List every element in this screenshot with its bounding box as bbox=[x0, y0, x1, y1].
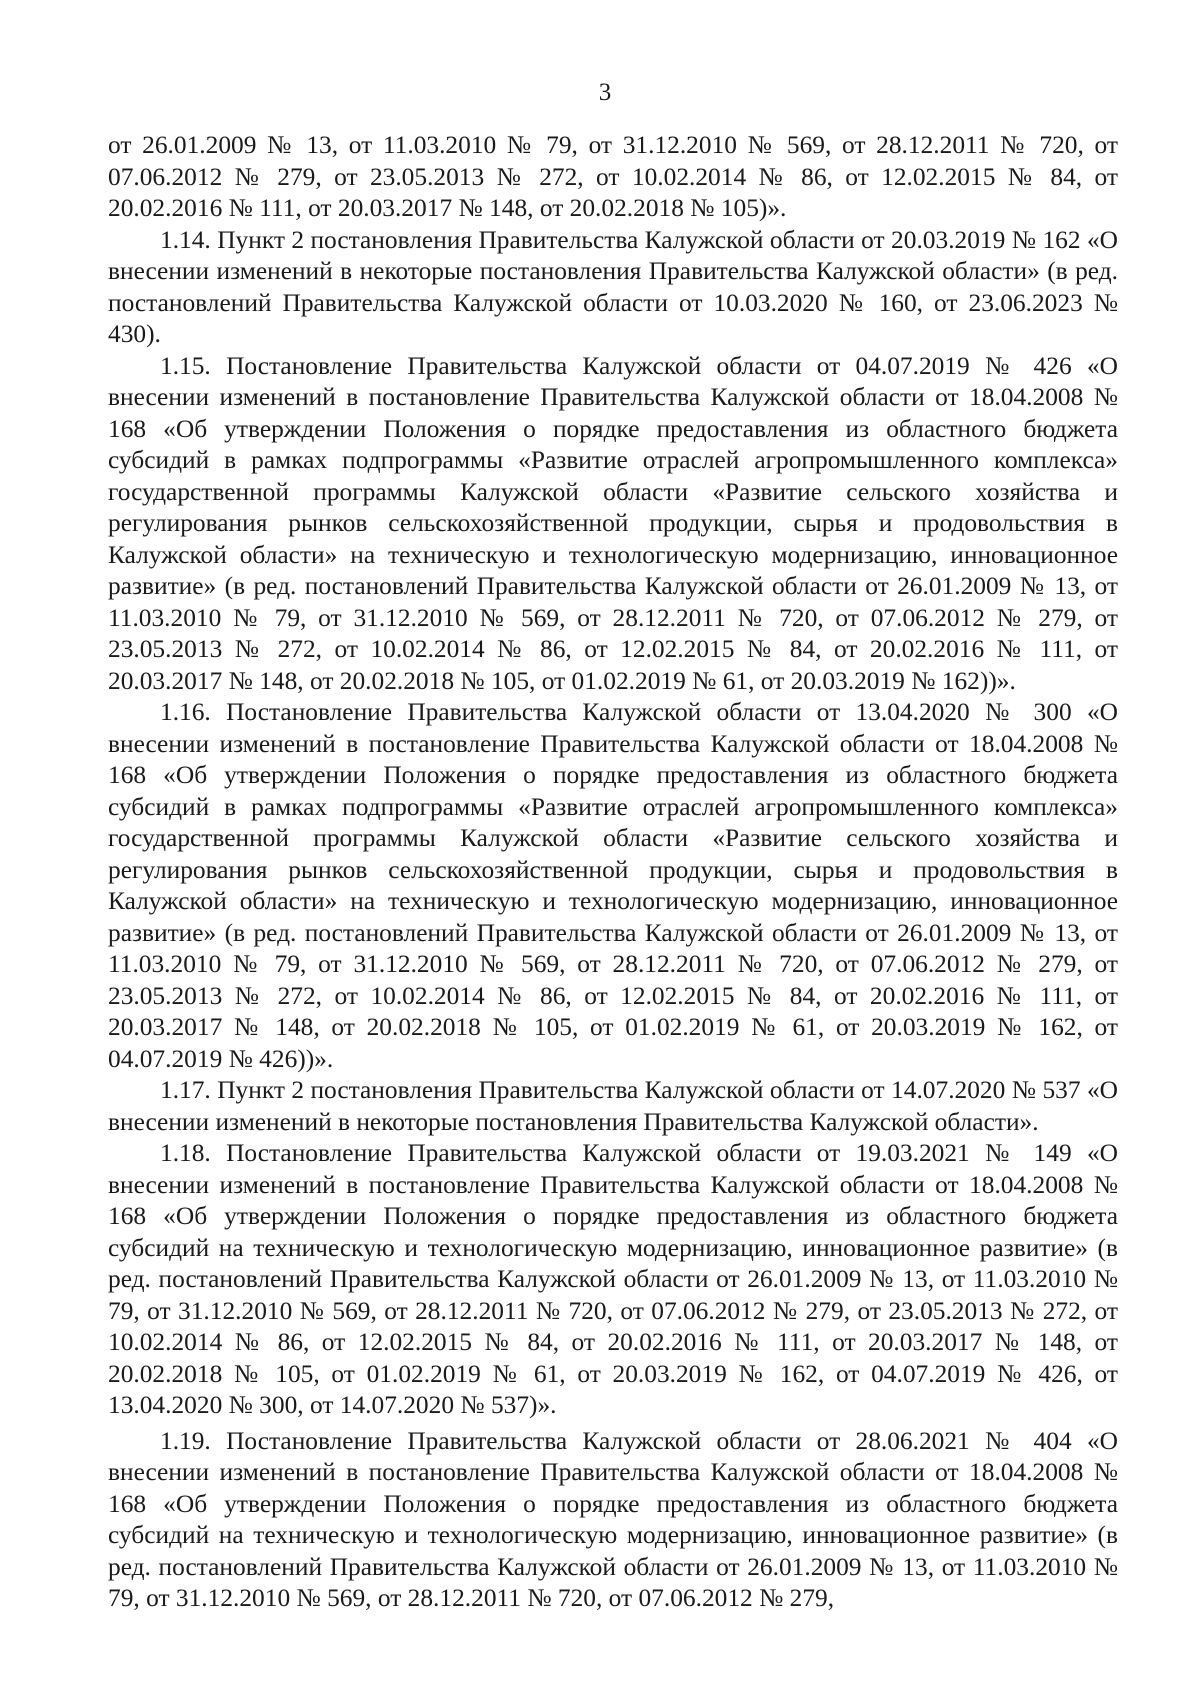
paragraph-item-1-16: 1.16. Постановление Правительства Калужской области от 13.04.2020 № 300 «О внесении изменений в постановление Правительства Калужской области от 18.04.2008 № 168 «Об утверждении Положения о порядке предоставления из областного бюджета субсидий в рамках подпрограммы «Развитие отраслей агропромышленного комплекса» государственной программы Калужской области «Развитие сельского хозяйства и регулирования рынков сельскохозяйственной продукции, сырья и продовольствия в Калужской области» на техническую и технологическую модернизацию, инновационное развитие» (в ред. постановлений Правительства Калужской области от 26.01.2009 № 13, от 11.03.2010 № 79, от 31.12.2010 № 569, от 28.12.2011 № 720, от 07.06.2012 № 279, от 23.05.2013 № 272, от 10.02.2014 № 86, от 12.02.2015 № 84, от 20.02.2016 № 111, от 20.03.2017 № 148, от 20.02.2018 № 105, от 01.02.2019 № 61, от 20.03.2019 № 162, от 04.07.2019 № 426))». bbox=[108, 698, 1118, 1073]
paragraph-continuation: от 26.01.2009 № 13, от 11.03.2010 № 79, от 31.12.2010 № 569, от 28.12.2011 № 720, от 07.06.2012 № 279, от 23.05.2013 № 272, от 10.02.2014 № 86, от 12.02.2015 № 84, от 20.02.2016 № 111, от 20.03.2017 № 148, от 20.02.2018 № 105)». bbox=[108, 131, 1118, 222]
paragraph-item-1-17: 1.17. Пункт 2 постановления Правительства Калужской области от 14.07.2020 № 537 «О внесении изменений в некоторые постановления Правительства Калужской области». bbox=[108, 1076, 1118, 1136]
paragraph-item-1-14: 1.14. Пункт 2 постановления Правительства Калужской области от 20.03.2019 № 162 «О внесении изменений в некоторые постановления Правительства Калужской области» (в ред. постановлений Правительства Калужской области от 10.03.2020 № 160, от 23.06.2023 № 430). bbox=[108, 225, 1118, 348]
document-body bbox=[108, 130, 1118, 1615]
paragraph-item-1-18: 1.18. Постановление Правительства Калужской области от 19.03.2021 № 149 «О внесении изменений в постановление Правительства Калужской области от 18.04.2008 № 168 «Об утверждении Положения о порядке предоставления из областного бюджета субсидий на техническую и технологическую модернизацию, инновационное развитие» (в ред. постановлений Правительства Калужской области от 26.01.2009 № 13, от 11.03.2010 № 79, от 31.12.2010 № 569, от 28.12.2011 № 720, от 07.06.2012 № 279, от 23.05.2013 № 272, от 10.02.2014 № 86, от 12.02.2015 № 84, от 20.02.2016 № 111, от 20.03.2017 № 148, от 20.02.2018 № 105, от 01.02.2019 № 61, от 20.03.2019 № 162, от 04.07.2019 № 426, от 13.04.2020 № 300, от 14.07.2020 № 537)». bbox=[108, 1139, 1118, 1419]
paragraph-item-1-19: 1.19. Постановление Правительства Калужской области от 28.06.2021 № 404 «О внесении изменений в постановление Правительства Калужской области от 18.04.2008 № 168 «Об утверждении Положения о порядке предоставления из областного бюджета субсидий на техническую и технологическую модернизацию, инновационное развитие» (в ред. постановлений Правительства Калужской области от 26.01.2009 № 13, от 11.03.2010 № 79, от 31.12.2010 № 569, от 28.12.2011 № 720, от 07.06.2012 № 279, bbox=[108, 1426, 1118, 1612]
paragraph-item-1-15: 1.15. Постановление Правительства Калужской области от 04.07.2019 № 426 «О внесении изменений в постановление Правительства Калужской области от 18.04.2008 № 168 «Об утверждении Положения о порядке предоставления из областного бюджета субсидий в рамках подпрограммы «Развитие отраслей агропромышленного комплекса» государственной программы Калужской области «Развитие сельского хозяйства и регулирования рынков сельскохозяйственной продукции, сырья и продовольствия в Калужской области» на техническую и технологическую модернизацию, инновационное развитие» (в ред. постановлений Правительства Калужской области от 26.01.2009 № 13, от 11.03.2010 № 79, от 31.12.2010 № 569, от 28.12.2011 № 720, от 07.06.2012 № 279, от 23.05.2013 № 272, от 10.02.2014 № 86, от 12.02.2015 № 84, от 20.02.2016 № 111, от 20.03.2017 № 148, от 20.02.2018 № 105, от 01.02.2019 № 61, от 20.03.2019 № 162))». bbox=[108, 351, 1118, 695]
page-number: 3 bbox=[598, 79, 612, 106]
